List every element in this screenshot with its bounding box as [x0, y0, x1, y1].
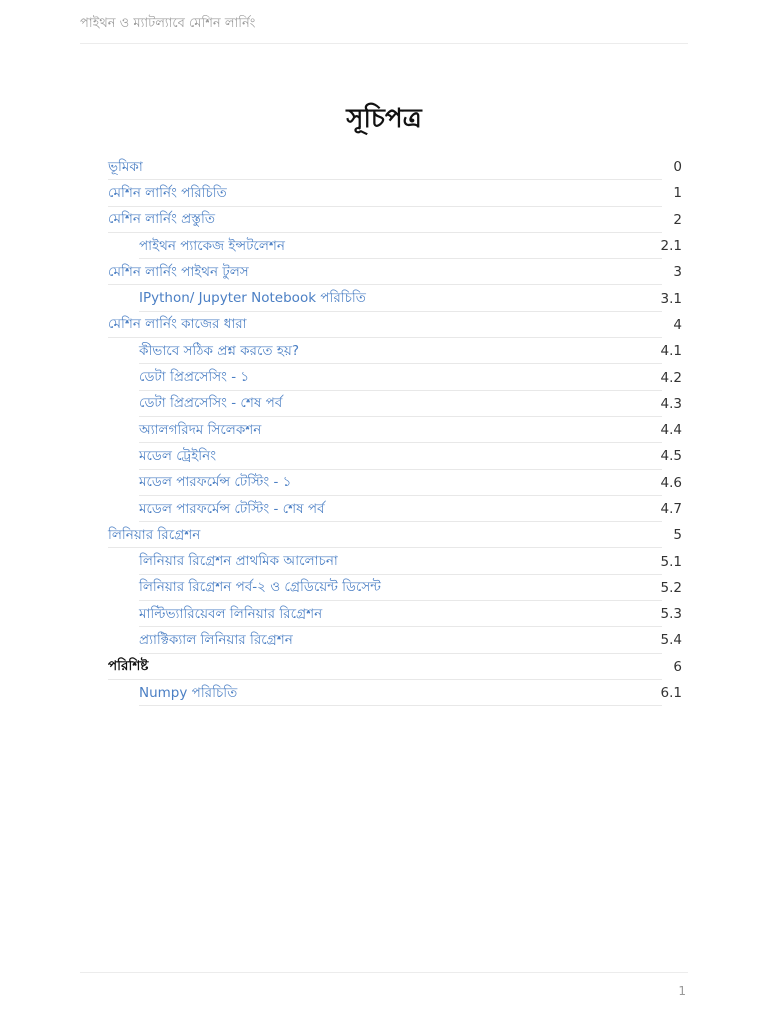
toc-entry-title[interactable]: ডেটা প্রিপ্রসেসিং - ১ [139, 369, 250, 386]
toc-entry-appendix [108, 654, 684, 680]
toc-subentry[interactable] [108, 285, 684, 311]
page-number: 1 [678, 984, 686, 998]
toc-subentry[interactable] [108, 680, 684, 706]
toc-entry-title: পরিশিষ্ট [108, 658, 149, 675]
toc-entry[interactable] [108, 522, 684, 548]
toc-entry-title[interactable]: পাইথন প্যাকেজ ইন্সটলেশন [139, 237, 285, 254]
toc-subentry[interactable] [108, 443, 684, 469]
toc-entry-page: 0 [673, 159, 682, 176]
toc-entry-page: 4.1 [660, 343, 682, 360]
toc-entry-page: 1 [673, 185, 682, 202]
toc-entry-title[interactable]: অ্যালগরিদম সিলেকশন [139, 421, 262, 438]
toc-entry-title[interactable]: লিনিয়ার রিগ্রেশন প্রাথমিক আলোচনা [139, 553, 338, 570]
toc-entry-page: 2 [673, 211, 682, 228]
toc-entry-page: 4.3 [660, 395, 682, 412]
toc-entry-page: 3 [673, 264, 682, 281]
toc-entry-title[interactable]: মডেল পারফর্মেন্স টেস্টিং - ১ [139, 474, 292, 491]
toc-entry[interactable] [108, 154, 684, 180]
toc-entry-page: 5.1 [660, 553, 682, 570]
toc-subentry[interactable] [108, 338, 684, 364]
toc-subentry[interactable] [108, 391, 684, 417]
toc-entry-page: 4.4 [660, 422, 682, 439]
toc-subentry[interactable] [108, 601, 684, 627]
toc-entry-page: 2.1 [660, 238, 682, 255]
toc-entry-title[interactable]: ভূমিকা [108, 158, 143, 175]
toc-entry-title[interactable]: লিনিয়ার রিগ্রেশন [108, 526, 201, 543]
toc-entry-page: 5.2 [660, 579, 682, 596]
toc-entry-title[interactable]: মেশিন লার্নিং পরিচিতি [108, 184, 227, 201]
toc-entry-title[interactable]: প্র্যাক্টিক্যাল লিনিয়ার রিগ্রেশন [139, 631, 293, 648]
toc-entry-title[interactable]: মেশিন লার্নিং পাইথন টুলস [108, 263, 249, 280]
toc-entry-title[interactable]: IPython/ Jupyter Notebook পরিচিতি [139, 290, 366, 307]
toc-entry-page: 5.4 [660, 632, 682, 649]
toc-subentry[interactable] [108, 470, 684, 496]
page-title: সূচিপত্র [346, 104, 422, 134]
toc-subentry[interactable] [108, 233, 684, 259]
toc-entry[interactable] [108, 207, 684, 233]
toc-entry[interactable] [108, 312, 684, 338]
toc-entry-page: 4.5 [660, 448, 682, 465]
footer-divider [80, 972, 688, 973]
toc-entry-page: 4.2 [660, 369, 682, 386]
toc-entry-title[interactable]: মাল্টিভ্যারিয়েবল লিনিয়ার রিগ্রেশন [139, 605, 323, 622]
toc-entry-page: 4.6 [660, 474, 682, 491]
toc-entry-title[interactable]: লিনিয়ার রিগ্রেশন পর্ব-২ ও গ্রেডিয়েন্ট ডিসেন্ট [139, 579, 381, 596]
toc-entry-page: 3.1 [660, 290, 682, 307]
toc-entry-title[interactable]: কীভাবে সঠিক প্রশ্ন করতে হয়? [139, 342, 300, 359]
toc-subentry[interactable] [108, 417, 684, 443]
toc-entry-title[interactable]: মডেল ট্রেইনিং [139, 447, 217, 464]
toc-subentry[interactable] [108, 575, 684, 601]
toc-entry-title[interactable]: ডেটা প্রিপ্রসেসিং - শেষ পর্ব [139, 395, 283, 412]
running-header: পাইথন ও ম্যাটল্যাবে মেশিন লার্নিং [80, 16, 256, 31]
table-of-contents [108, 154, 684, 706]
toc-entry-page: 5 [673, 527, 682, 544]
header-divider [80, 43, 688, 44]
toc-entry[interactable] [108, 259, 684, 285]
toc-entry[interactable] [108, 180, 684, 206]
toc-entry-title[interactable]: Numpy পরিচিতি [139, 684, 238, 701]
toc-subentry[interactable] [108, 627, 684, 653]
toc-subentry[interactable] [108, 364, 684, 390]
toc-entry-title[interactable]: মেশিন লার্নিং প্রস্তুতি [108, 211, 215, 228]
toc-entry-title[interactable]: মেশিন লার্নিং কাজের ধারা [108, 316, 247, 333]
toc-entry-page: 5.3 [660, 606, 682, 623]
toc-entry-title[interactable]: মডেল পারফর্মেন্স টেস্টিং - শেষ পর্ব [139, 500, 325, 517]
toc-entry-page: 6 [673, 658, 682, 675]
toc-entry-page: 4.7 [660, 501, 682, 517]
toc-subentry[interactable] [108, 548, 684, 574]
toc-entry-page: 6.1 [660, 685, 682, 702]
toc-entry-page: 4 [673, 316, 682, 333]
toc-entry-divider [139, 705, 662, 706]
toc-subentry[interactable] [108, 496, 684, 522]
